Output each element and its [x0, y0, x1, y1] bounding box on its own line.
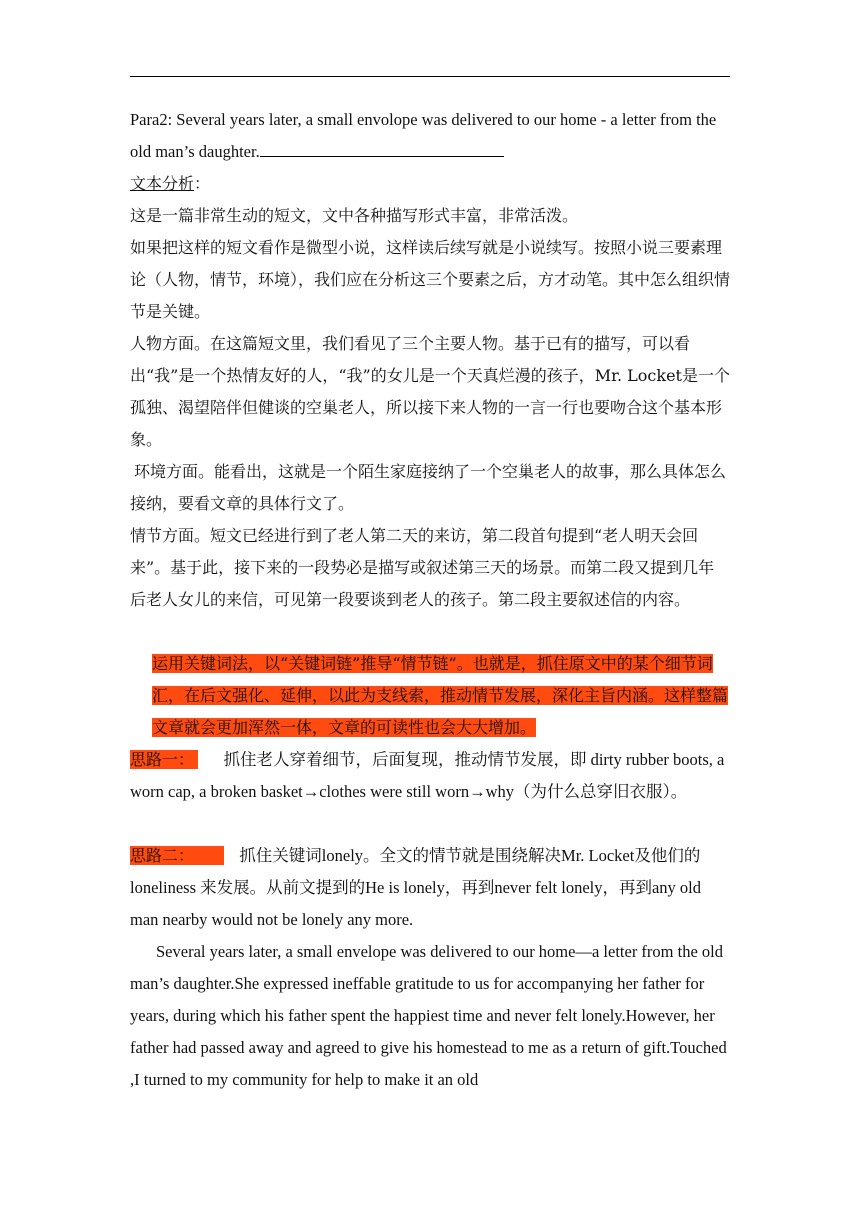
- spacer: [130, 616, 730, 648]
- sample-continuation: Several years later, a small envelope was delivered to our home—a letter from the old man’s daughter.She expressed ineffable gratitude to us for accompanying her father for years, during which his father spent the happiest time and never felt lonely.However, her father had passed away and agreed to give his homestead to me as a return of gift.Touched ,I turned to my community for help to make it an old: [130, 942, 727, 1089]
- analysis-paragraph-3: 人物方面。在这篇短文里，我们看见了三个主要人物。基于已有的描写，可以看出“我”是一个热情友好的人，“我”的女儿是一个天真烂漫的孩子，Mr. Locket是一个孤独、渴望陪伴但健谈的空巢老人，所以接下来人物的一言一行也要吻合这个基本形象。: [130, 334, 730, 449]
- top-rule: [130, 76, 730, 77]
- para2-prompt: [130, 104, 730, 168]
- analysis-paragraph-5: 情节方面。短文已经进行到了老人第二天的来访，第二段首句提到“老人明天会回来”。基于此，接下来的一段势必是描写或叙述第三天的场景。而第二段又提到几年后老人女儿的来信，可见第一段要谈到老人的孩子。第二段主要叙述信的内容。: [130, 526, 715, 609]
- idea-1-label: 思路一：: [130, 750, 198, 769]
- method-paragraph: [130, 648, 730, 744]
- idea-2-label: 思路二：: [130, 846, 224, 865]
- idea-2: [130, 840, 730, 936]
- analysis-heading-line: [130, 168, 730, 200]
- analysis-paragraph-2: 如果把这样的短文看作是微型小说，这样读后续写就是小说续写。按照小说三要素理论（人物，情节，环境），我们应在分析这三个要素之后，方才动笔。其中怎么组织情节是关键。: [130, 238, 731, 321]
- idea-2-text: 抓住关键词lonely。全文的情节就是围绕解决Mr. Locket及他们的loneliness 来发展。从前文提到的He is lonely，再到never felt lonely，再到any old man nearby would not be lonely any more.: [130, 846, 702, 929]
- analysis-paragraph-1: 这是一篇非常生动的短文，文中各种描写形式丰富，非常活泼。: [130, 206, 579, 225]
- spacer: [130, 808, 730, 840]
- answer-blank-line: [260, 138, 504, 157]
- analysis-paragraph-4: 环境方面。能看出，这就是一个陌生家庭接纳了一个空巢老人的故事，那么具体怎么接纳，要看文章的具体行文了。: [130, 462, 727, 513]
- analysis-heading-colon: ：: [194, 174, 211, 193]
- document-body: [130, 104, 730, 1096]
- method-highlight: 运用关键词法，以“关键词链”推导“情节链”。也就是，抓住原文中的某个细节词汇，在后文强化、延伸，以此为支线索，推动情节发展，深化主旨内涵。这样整篇文章就会更加浑然一体，文章的可读性也会大大增加。: [152, 654, 729, 737]
- para2-text: Para2: Several years later, a small envolope was delivered to our home - a letter from the old man’s daughter.: [130, 110, 717, 161]
- idea-1: [130, 744, 730, 808]
- analysis-heading: 文本分析: [130, 174, 195, 193]
- idea-1-text: 抓住老人穿着细节，后面复现，推动情节发展，即 dirty rubber boots, a worn cap, a broken basket→clothes were still worn→why（为什么总穿旧衣服）。: [130, 750, 725, 801]
